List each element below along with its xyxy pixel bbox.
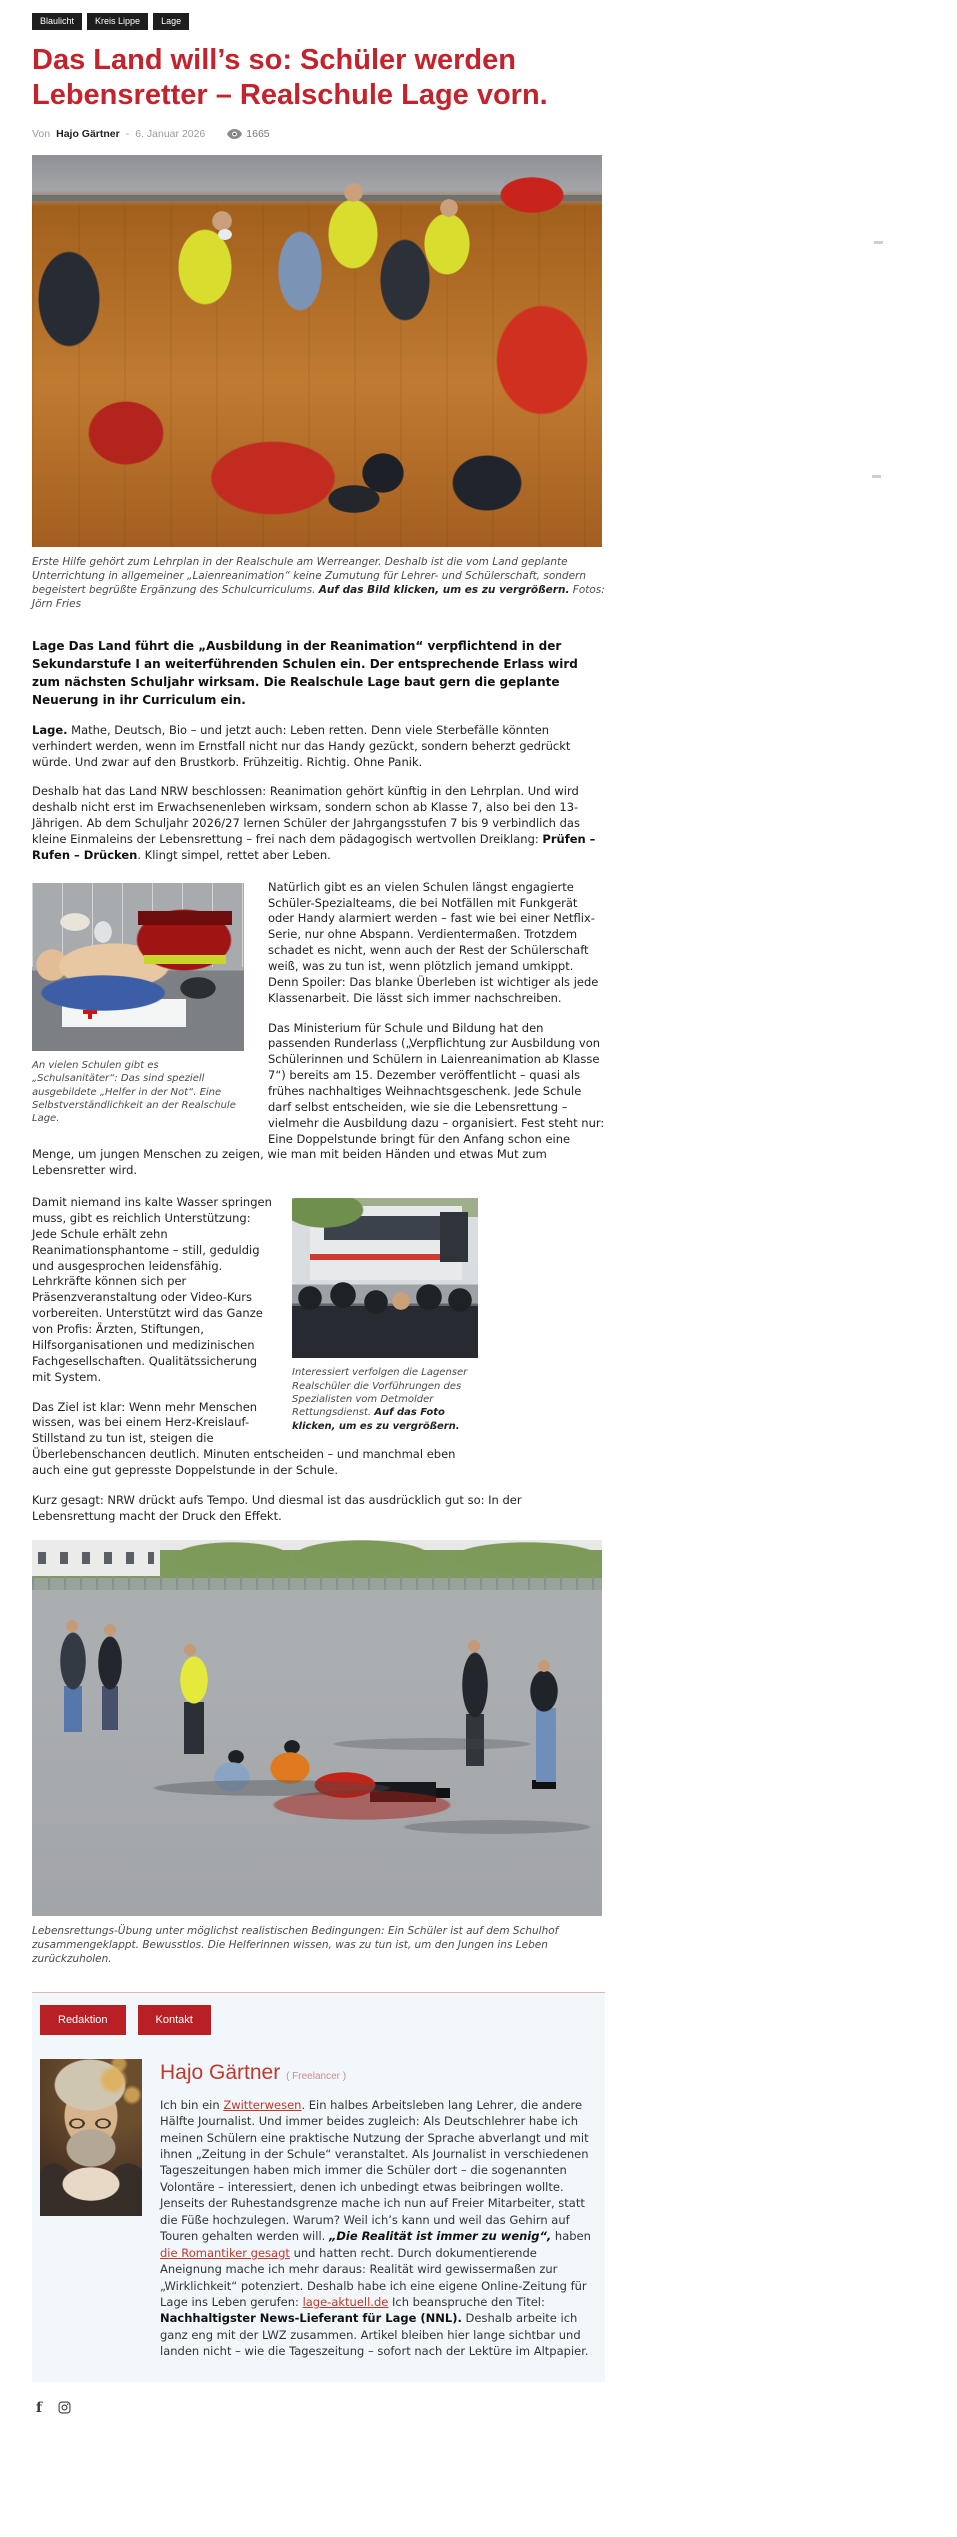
author-bio-row [40,2059,595,2360]
paragraph-5: Damit niemand ins kalte Wasser springen muss, gibt es reichlich Unterstützung: Jede Schule erhält zehn Reanimationsphantome – still, geduldig und ausgesprochen leidensfähig. Lehrkräfte können sich per Präsenzveranstaltung oder Video-Kurs vorbereiten. Unterstützt wird das Ganze von Profis: Ärzten, Stiftungen, Hilfsorganisationen und medizinischen Fachgesellschaften. Qualitätssicherung mit System. [32,1195,272,1384]
author-name [160,2061,595,2085]
bio-quote: „Die Realität ist immer zu wenig“, [328,2229,552,2244]
hero-photo[interactable] [32,155,602,547]
paragraph-4: Das Ministerium für Schule und Bildung hat den passenden Runderlass („Verpflichtung zur Ausbildung von Schülerinnen und Schülern in Laienreanimation ab Klasse 7“) bereits am 15. Dezember veröffentlicht – quasi als frühes nachhaltiges Weihnachtsgeschenk. Jede Schule darf selbst entscheiden, wie sie die Lebensrettung – vielmehr die Ausbildung dazu – organisiert. Fest steht nur: Eine Doppelstunde bringt für den Anfang schon eine Menge, um jungen Menschen zu zeigen, wie man mit beiden Händen und etwas Mut zum Lebensretter wird. [32,1020,605,1178]
hero-caption-text: Erste Hilfe gehört zum Lehrplan in der Realschule am Werreanger. Deshalb ist die vom Land geplante Unterrichtung in allgemeiner „Laienreanimation“ keine Zumutung für Lehrer- und Schülerschaft, sondern begeistert begrüßte Ergänzung des Schulcurriculums. [32,555,587,596]
paragraph-1-text: Mathe, Deutsch, Bio – und jetzt auch: Leben retten. Denn viele Sterbefälle könnten verhindert werden, wenn im Ernstfall nicht nur das Handy gezückt, sondern beherzt gedrückt würde. Und zwar auf den Brustkorb. Frühzeitig. Richtig. Ohne Panik. [32,722,571,769]
facebook-icon[interactable] [36,2400,42,2416]
paragraph-6: Das Ziel ist klar: Wenn mehr Menschen wissen, was bei einem Herz-Kreislauf-Stillstand zu tun ist, steigen die Überlebenschancen deutlich. Minuten entscheiden – und manchmal eben auch eine gut gepresste Doppelstunde in der Schule. [32,1399,456,1477]
bio-text-2: . Ein halbes Arbeitsleben lang Lehrer, die andere Hälfte Journalist. Und immer beides zugleich: Als Deutschlehrer habe ich meinen Schülern eine praktische Nutzung der Sprache abverlangt und mit ihnen „Zeitung in der Schule“ veranstaltet. Als Journalist in verschiedenen Tageszeitungen haben mich immer die Schüler dort – die sogenannten Volontäre – interessiert, denen ich unbedingt etwas beibringen wollte. Jenseits der Ruhestandsgrenze mache ich nun auf Freier Mitarbeiter, statt die Füße hochzulegen. Warum? Weil ich’s kann und weil das Gehirn auf Touren gehalten werden will. [160,2097,589,2244]
byline [32,128,605,140]
byline-author-link[interactable]: Hajo Gärtner [56,127,120,140]
article-page [32,0,605,2416]
rescue-demo-photo[interactable] [292,1198,478,1358]
bio-link-lage-aktuell[interactable]: lage-aktuell.de [302,2294,389,2309]
tag-list [32,13,605,30]
paragraph-2 [32,784,605,863]
dummy-figure [32,883,244,1126]
bio-link-romantiker[interactable]: die Romantiker gesagt [160,2245,290,2260]
page-title: Das Land will’s so: Schüler werden Lebensretter – Realschule Lage vorn. [32,44,548,111]
instagram-glyph [58,2401,71,2414]
bio-title-claim: Nachhaltigster News-Lieferant für Lage (NNL). [160,2311,462,2326]
paragraph-1-location: Lage. [32,722,68,737]
hero-caption-click-hint: Auf das Bild klicken, um es zu vergrößern. [318,583,570,596]
paragraph-2-pre: Deshalb hat das Land NRW beschlossen: Reanimation gehört künftig in den Lehrplan. Und wird deshalb nicht erst im Erwachsenenleben wirksam, sondern schon ab Klasse 7, also bei den 13-Jährigen. Ab dem Schuljahr 2026/27 lernen Schüler der Jahrgangsstufen 7 bis 9 verbindlich das kleine Einmaleins der Lebensrettung – frei nach dem pädagogisch wertvollen Dreiklang: [32,784,580,846]
hero-figure [32,155,605,611]
paragraph-1 [32,723,605,771]
schoolyard-caption: Lebensrettungs-Übung unter möglichst realistischen Bedingungen: Ein Schüler ist auf dem Schulhof zusammengeklappt. Bewusstlos. Die Helferinnen wissen, was zu tun ist, um den Jungen ins Leben zurückzuholen. [32,1924,559,1965]
eye-icon [227,129,242,139]
demo-caption-text: Interessiert verfolgen die Lagenser Realschüler die Vorführungen des Spezialisten vom Detmolder Rettungsdienst. [292,1367,468,1419]
redaktion-button[interactable]: Redaktion [40,2005,126,2035]
first-aid-dummy-photo[interactable] [32,883,244,1051]
paragraph-3: Natürlich gibt es an vielen Schulen längst engagierte Schüler-Spezialteams, die bei Notfällen mit Funkgerät oder Handy alarmiert werden – fast wie bei einer Netflix-Serie, nur ohne Abspann. Verdientermaßen. Trotzdem schadet es nicht, wenn auch der Rest der Schülerschaft weiß, was zu tun ist, wenn plötzlich jemand umkippt. Denn Spoiler: Das blanke Überleben ist wichtiger als jede Klassenarbeit. Die lässt sich immer nachschreiben. [268,879,599,1005]
author-role: ( Freelancer ) [286,2070,347,2082]
author-box-buttons [40,2005,595,2035]
tag-kreis-lippe[interactable]: Kreis Lippe [87,13,148,30]
paragraph-7: Kurz gesagt: NRW drückt aufs Tempo. Und diesmal ist das ausdrücklich gut so: In der Lebensrettung macht der Druck den Effekt. [32,1492,522,1523]
author-name-link[interactable]: Hajo Gärtner [160,2060,281,2084]
author-portrait [40,2059,142,2216]
schoolyard-exercise-photo[interactable] [32,1540,602,1916]
hero-caption [32,555,605,611]
bio-text-6: Deshalb arbeite ich ganz eng mit der LWZ zusammen. Artikel bleiben hier lange sichtbar und landen nicht – wie die Tageszeitung – sofort nach der Lektüre im Altpapier. [160,2311,589,2359]
paragraph-2-post: . Klingt simpel, rettet aber Leben. [137,847,331,862]
section-demo [32,1195,478,1479]
social-links [36,2400,605,2416]
demo-caption-click-hint: Auf das Foto klicken, um es zu vergrößern. [292,1407,460,1432]
paragraph-2-slogan: Prüfen – Rufen – Drücken [32,832,596,862]
demo-caption [292,1366,478,1433]
author-bio [160,2097,595,2360]
bio-text-3: haben [551,2229,591,2244]
author-box [32,1992,605,2382]
schoolyard-figure [32,1540,605,1966]
demo-figure [292,1198,478,1433]
tag-blaulicht[interactable]: Blaulicht [32,13,82,30]
byline-date: 6. Januar 2026 [135,127,206,140]
bio-link-zwitterwesen[interactable]: Zwitterwesen [223,2097,302,2112]
section-dummy [32,880,605,1179]
byline-separator: - [125,127,130,140]
lead-paragraph: Lage Das Land führt die „Ausbildung in der Reanimation“ verpflichtend in der Sekundarstufe I an weiterführenden Schulen ein. Der entsprechende Erlass wird zum nächsten Schuljahr wirksam. Die Realschule Lage baut gern die geplante Neuerung in ihr Curriculum ein. [32,638,578,707]
sidebar-marker [874,241,883,244]
byline-prefix: Von [32,127,51,140]
author-text [160,2059,595,2360]
bio-text-5: Ich beanspruche den Titel: [388,2294,545,2309]
dummy-caption: An vielen Schulen gibt es „Schulsanitäter“: Das sind speziell ausgebildete „Helfer in der Not“. Eine Selbstverständlichkeit an der Realschule Lage. [32,1059,236,1125]
kontakt-button[interactable]: Kontakt [138,2005,211,2035]
tag-lage[interactable]: Lage [153,13,189,30]
facebook-glyph: f [36,2399,43,2416]
view-count: 1665 [246,127,270,140]
instagram-icon[interactable] [58,2401,71,2414]
bio-text-4: und hatten recht. Durch dokumentierende Aneignung mache ich mehr daraus: Realität wird gewissermaßen zur „Wirklichkeit“ potenziert. Deshalb habe ich eine eigene Online-Zeitung für Lage ins Leben gerufen: [160,2245,587,2309]
bio-text-1: Ich bin ein [160,2097,224,2112]
sidebar-marker [872,475,881,478]
hero-caption-credit: Fotos: Jörn Fries [32,583,605,610]
view-counter [227,128,269,140]
